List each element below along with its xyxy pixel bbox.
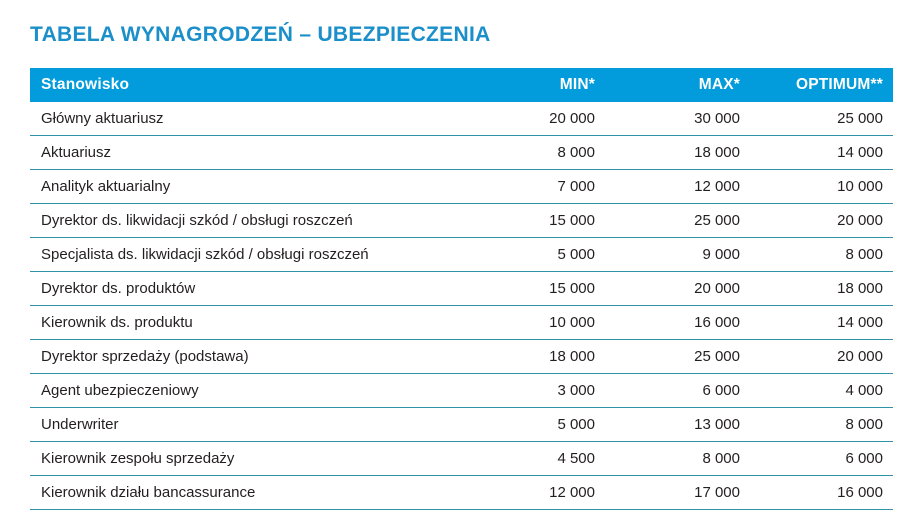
- cell-min: 15 000: [460, 272, 605, 306]
- table-row: [30, 442, 893, 476]
- cell-min: 20 000: [460, 102, 605, 136]
- cell-min: 5 000: [460, 408, 605, 442]
- cell-optimum: 16 000: [750, 476, 893, 510]
- cell-role: Analityk aktuarialny: [30, 170, 460, 204]
- column-header-min[interactable]: MIN*: [460, 68, 605, 102]
- cell-max: 9 000: [605, 238, 750, 272]
- cell-role: Underwriter: [30, 408, 460, 442]
- cell-role: Dyrektor ds. likwidacji szkód / obsługi roszczeń: [30, 204, 460, 238]
- cell-max: 13 000: [605, 408, 750, 442]
- cell-role: Agent ubezpieczeniowy: [30, 374, 460, 408]
- cell-min: 12 000: [460, 476, 605, 510]
- cell-optimum: 8 000: [750, 408, 893, 442]
- table-row: [30, 374, 893, 408]
- cell-role: Aktuariusz: [30, 136, 460, 170]
- column-header-max[interactable]: MAX*: [605, 68, 750, 102]
- cell-max: 8 000: [605, 442, 750, 476]
- cell-min: 4 500: [460, 442, 605, 476]
- cell-optimum: 14 000: [750, 306, 893, 340]
- cell-min: 18 000: [460, 340, 605, 374]
- cell-min: 8 000: [460, 136, 605, 170]
- table-row: [30, 102, 893, 136]
- table-row: [30, 408, 893, 442]
- table-row: [30, 238, 893, 272]
- cell-optimum: 4 000: [750, 374, 893, 408]
- salary-table: [30, 68, 893, 510]
- cell-min: 7 000: [460, 170, 605, 204]
- cell-max: 25 000: [605, 340, 750, 374]
- cell-role: Główny aktuariusz: [30, 102, 460, 136]
- cell-min: 3 000: [460, 374, 605, 408]
- table-row: [30, 204, 893, 238]
- table-header-row: [30, 68, 893, 102]
- table-row: [30, 476, 893, 510]
- cell-optimum: 18 000: [750, 272, 893, 306]
- cell-role: Dyrektor sprzedaży (podstawa): [30, 340, 460, 374]
- cell-optimum: 20 000: [750, 340, 893, 374]
- cell-role: Dyrektor ds. produktów: [30, 272, 460, 306]
- table-row: [30, 272, 893, 306]
- cell-optimum: 25 000: [750, 102, 893, 136]
- table-row: [30, 340, 893, 374]
- cell-min: 5 000: [460, 238, 605, 272]
- cell-max: 16 000: [605, 306, 750, 340]
- cell-max: 18 000: [605, 136, 750, 170]
- cell-max: 25 000: [605, 204, 750, 238]
- cell-min: 15 000: [460, 204, 605, 238]
- table-row: [30, 136, 893, 170]
- cell-optimum: 6 000: [750, 442, 893, 476]
- cell-role: Kierownik ds. produktu: [30, 306, 460, 340]
- cell-min: 10 000: [460, 306, 605, 340]
- table-row: [30, 170, 893, 204]
- cell-optimum: 10 000: [750, 170, 893, 204]
- cell-role: Specjalista ds. likwidacji szkód / obsługi roszczeń: [30, 238, 460, 272]
- cell-optimum: 8 000: [750, 238, 893, 272]
- table-row: [30, 306, 893, 340]
- column-header-optimum[interactable]: OPTIMUM**: [750, 68, 893, 102]
- cell-max: 6 000: [605, 374, 750, 408]
- column-header-role[interactable]: Stanowisko: [30, 68, 460, 102]
- cell-max: 12 000: [605, 170, 750, 204]
- table-body: [30, 102, 893, 510]
- cell-max: 30 000: [605, 102, 750, 136]
- cell-role: Kierownik działu bancassurance: [30, 476, 460, 510]
- cell-optimum: 14 000: [750, 136, 893, 170]
- table-header: [30, 68, 893, 102]
- cell-optimum: 20 000: [750, 204, 893, 238]
- cell-max: 20 000: [605, 272, 750, 306]
- page-title: TABELA WYNAGRODZEŃ – UBEZPIECZENIA: [30, 23, 491, 46]
- cell-role: Kierownik zespołu sprzedaży: [30, 442, 460, 476]
- cell-max: 17 000: [605, 476, 750, 510]
